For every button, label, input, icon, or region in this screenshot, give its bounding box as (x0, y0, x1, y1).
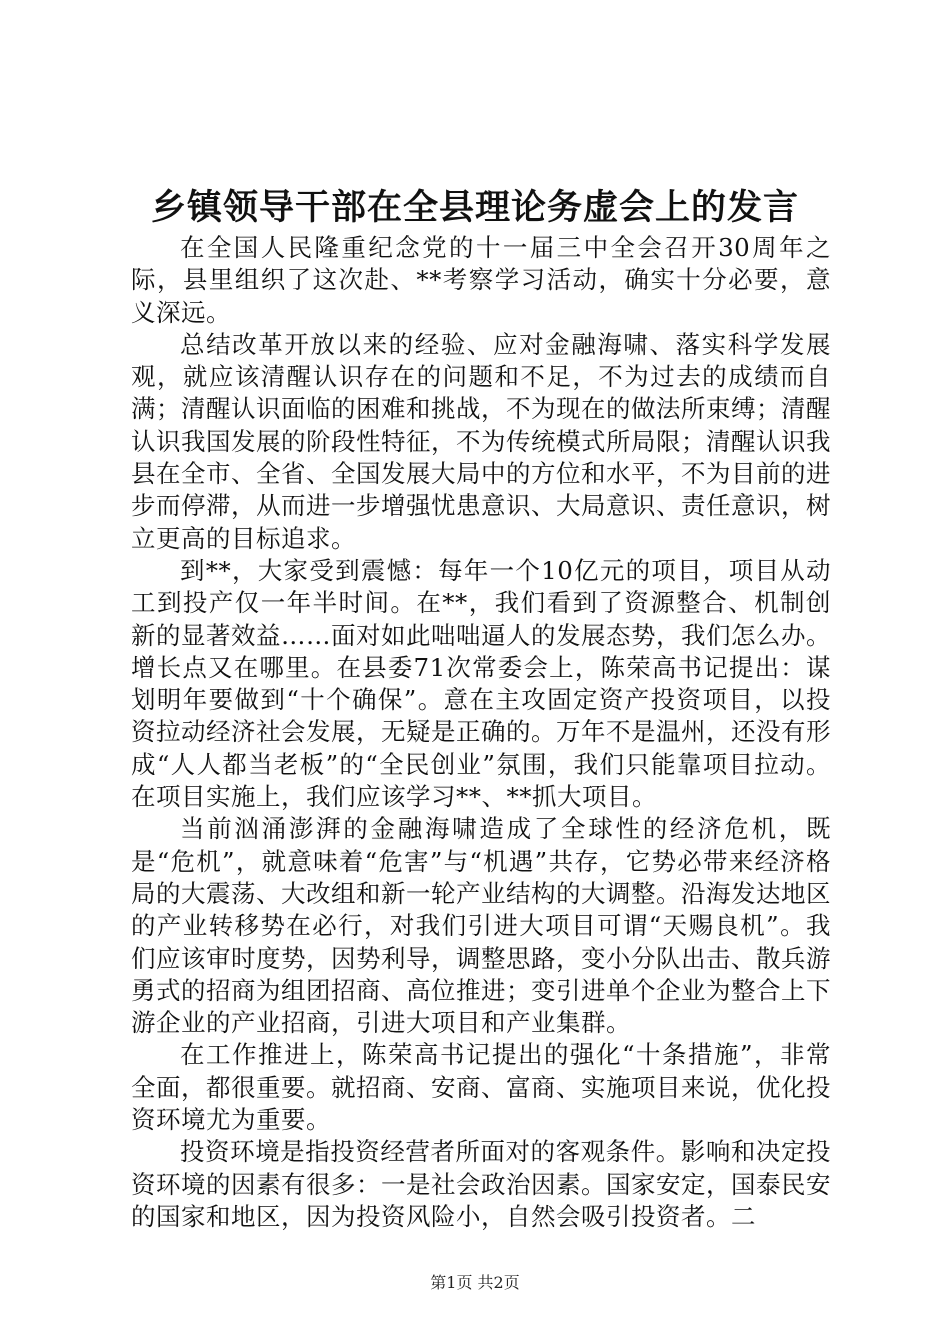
paragraph-6: 投资环境是指投资经营者所面对的客观条件。影响和决定投资环境的因素有很多：一是社会政治因素。国家安定，国泰民安的国家和地区，因为投资风险小，自然会吸引投资者。二 (131, 1137, 831, 1231)
paragraph-4: 当前汹涌澎湃的金融海啸造成了全球性的经济危机，既是“危机”，就意味着“危害”与“机遇”共存，它势必带来经济格局的大震荡、大改组和新一轮产业结构的大调整。沿海发达地区的产业转移势在必行，对我们引进大项目可谓“天赐良机”。我们应该审时度势，因势利导，调整思路，变小分队出击、散兵游勇式的招商为组团招商、高位推进；变引进单个企业为整合上下游企业的产业招商，引进大项目和产业集群。 (131, 814, 831, 1038)
document-body (131, 232, 831, 1233)
paragraph-5: 在工作推进上，陈荣高书记提出的强化“十条措施”，非常全面，都很重要。就招商、安商、富商、实施项目来说，优化投资环境尤为重要。 (131, 1040, 831, 1135)
paragraph-1: 在全国人民隆重纪念党的十一届三中全会召开30周年之际，县里组织了这次赴、**考察学习活动，确实十分必要，意义深远。 (131, 233, 831, 327)
paragraph-3: 到**，大家受到震憾：每年一个10亿元的项目，项目从动工到投产仅一年半时间。在**，我们看到了资源整合、机制创新的显著效益……面对如此咄咄逼人的发展态势，我们怎么办。增长点又在哪里。在县委71次常委会上，陈荣高书记提出：谋划明年要做到“十个确保”。意在主攻固定资产投资项目，以投资拉动经济社会发展，无疑是正确的。万年不是温州，还没有形成“人人都当老板”的“全民创业”氛围，我们只能靠项目拉动。在项目实施上，我们应该学习**、**抓大项目。 (131, 555, 831, 812)
page-footer: 第1页 共2页 (430, 1273, 520, 1292)
document-title: 乡镇领导干部在全县理论务虚会上的发言 (150, 187, 799, 228)
paragraph-2: 总结改革开放以来的经验、应对金融海啸、落实科学发展观，就应该清醒认识存在的问题和不足，不为过去的成绩而自满；清醒认识面临的困难和挑战，不为现在的做法所束缚；清醒认识我国发展的阶段性特征，不为传统模式所局限；清醒认识我县在全市、全省、全国发展大局中的方位和水平，不为目前的进步而停滞，从而进一步增强忧患意识、大局意识、责任意识，树立更高的目标追求。 (131, 329, 831, 553)
